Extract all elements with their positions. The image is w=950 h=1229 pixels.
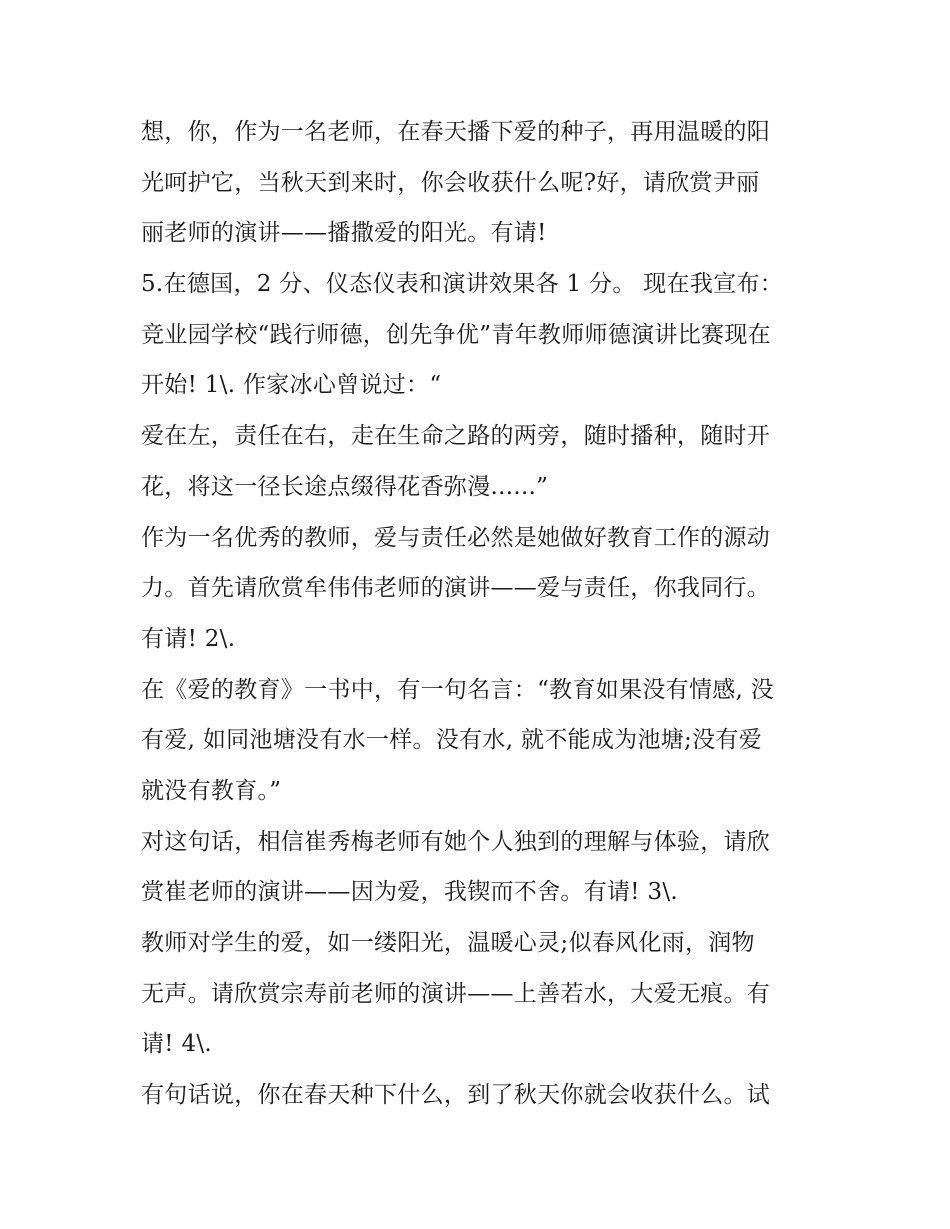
text-line: 有请! 2\. — [141, 625, 236, 652]
text-line: 爱在左，责任在右，走在生命之路的两旁，随时播种，随时开 — [141, 423, 771, 450]
text-line: 力。首先请欣赏牟伟伟老师的演讲——爱与责任，你我同行。 — [141, 575, 771, 602]
text-line: 就没有教育。” — [141, 777, 282, 804]
text-line: 开始! 1\. 作家冰心曾说过：“ — [141, 372, 442, 399]
text-line: 丽老师的演讲——播撒爱的阳光。有请! — [141, 220, 547, 247]
text-line: 有句话说，你在春天种下什么，到了秋天你就会收获什么。试 — [141, 1082, 771, 1109]
text-line: 想，你，作为一名老师，在春天播下爱的种子，再用温暖的阳 — [141, 119, 771, 145]
text-line: 在《爱的教育》一书中，有一句名言：“教育如果没有情感, 没 — [141, 676, 775, 703]
text-line: 作为一名优秀的教师，爱与责任必然是她做好教育工作的源动 — [141, 524, 771, 551]
text-line: 赏崔老师的演讲——因为爱，我锲而不舍。有请! 3\. — [141, 879, 679, 906]
text-line: 教师对学生的爱，如一缕阳光，温暖心灵;似春风化雨，润物 — [141, 930, 755, 956]
text-line: 花，将这一径长途点缀得花香弥漫......” — [141, 473, 549, 500]
text-line: 请! 4\. — [141, 1031, 213, 1058]
document-body — [141, 107, 821, 1121]
text-line: 光呵护它，当秋天到来时，你会收获什么呢?好，请欣赏尹丽 — [141, 169, 760, 196]
text-line: 对这句话，相信崔秀梅老师有她个人独到的理解与体验，请欣 — [141, 828, 771, 855]
text-line: 有爱, 如同池塘没有水一样。没有水, 就不能成为池塘;没有爱 — [141, 727, 762, 754]
text-line: 竞业园学校“践行师德，创先争优”青年教师师德演讲比赛现在 — [141, 321, 771, 348]
text-line: 无声。请欣赏宗寿前老师的演讲——上善若水，大爱无痕。有 — [141, 980, 771, 1007]
text-line: 5.在德国，2 分、仪态仪表和演讲效果各 1 分。 现在我宣布： — [141, 271, 784, 298]
